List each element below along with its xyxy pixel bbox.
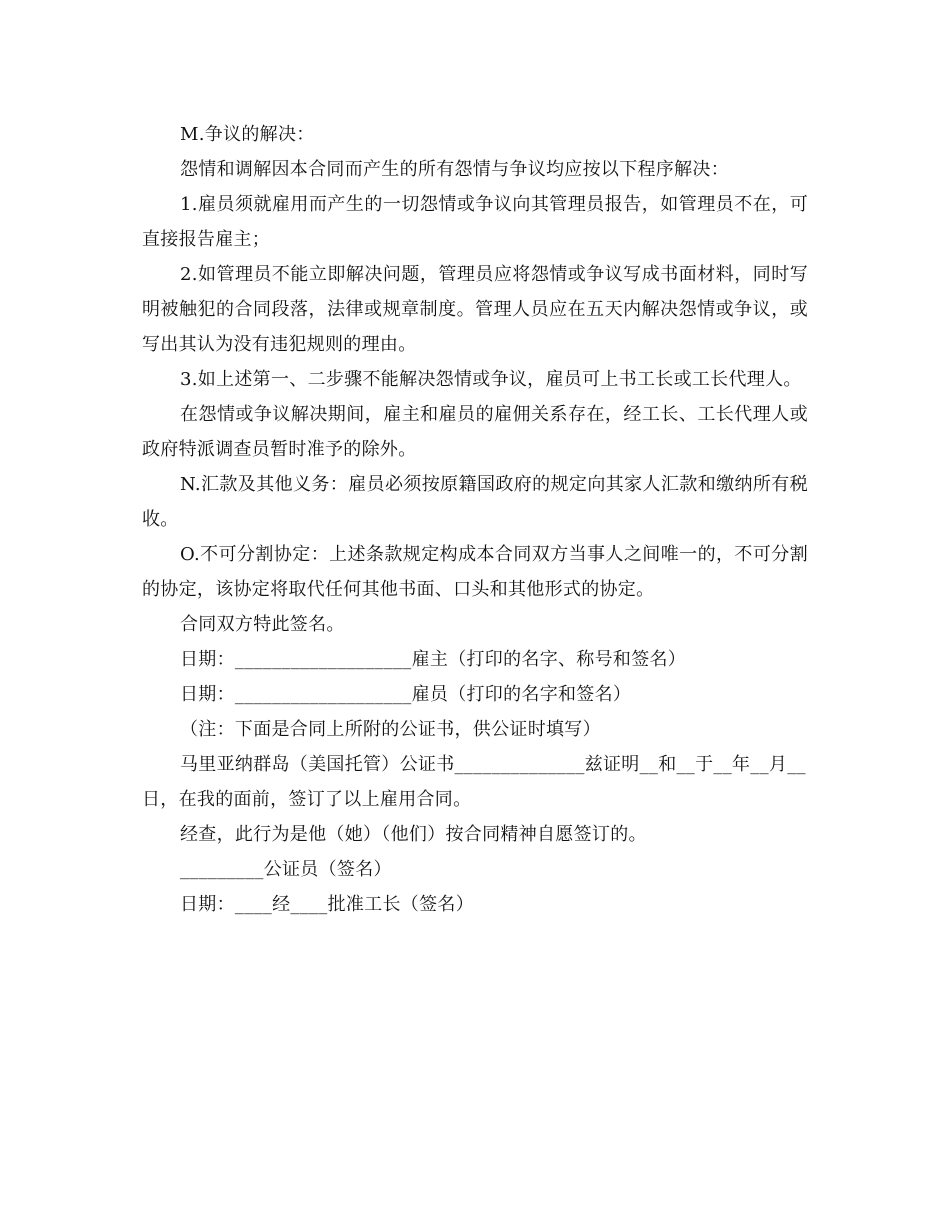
section-heading-dispute: M.争议的解决： xyxy=(180,124,315,145)
signature-line-employer: 日期：___________________雇主（打印的名字、称号和签名） xyxy=(180,649,687,670)
signature-line-employee: 日期：___________________雇员（打印的名字和签名） xyxy=(180,684,632,705)
signature-line-foreman: 日期：____经____批准工长（签名） xyxy=(180,894,474,915)
section-remittance: N.汇款及其他义务：雇员必须按原籍国政府的规定向其家人汇款和缴纳所有税收。 xyxy=(142,474,808,530)
paragraph-employment-relation: 在怨情或争议解决期间，雇主和雇员的雇佣关系存在，经工长、工长代理人或政府特派调查员暂时准予的除外。 xyxy=(142,404,808,460)
document-body xyxy=(142,117,808,922)
paragraph-step-3: 3.如上述第一、二步骤不能解决怨情或争议，雇员可上书工长或工长代理人。 xyxy=(180,369,802,390)
paragraph-grievance-intro: 怨情和调解因本合同而产生的所有怨情与争议均应按以下程序解决： xyxy=(180,159,729,180)
note-notarial: （注：下面是合同上所附的公证书，供公证时填写） xyxy=(180,719,601,740)
paragraph-step-1: 1.雇员须就雇用而产生的一切怨情或争议向其管理员报告，如管理员不在，可直接报告雇主； xyxy=(142,194,808,250)
signature-line-notary: _________公证员（签名） xyxy=(180,859,392,880)
paragraph-notarial-certificate: 马里亚纳群岛（美国托管）公证书______________兹证明__和__于__年__月__日，在我的面前，签订了以上雇用合同。 xyxy=(142,754,806,810)
paragraph-signing-statement: 合同双方特此签名。 xyxy=(180,614,345,635)
paragraph-step-2: 2.如管理员不能立即解决问题，管理员应将怨情或争议写成书面材料，同时写明被触犯的合同段落，法律或规章制度。管理人员应在五天内解决怨情或争议，或写出其认为没有违犯规则的理由。 xyxy=(142,264,808,355)
paragraph-voluntary-signing: 经查，此行为是他（她）（他们）按合同精神自愿签订的。 xyxy=(180,824,647,845)
section-integral-agreement: O.不可分割协定：上述条款规定构成本合同双方当事人之间唯一的，不可分割的协定，该协定将取代任何其他书面、口头和其他形式的协定。 xyxy=(142,544,808,600)
